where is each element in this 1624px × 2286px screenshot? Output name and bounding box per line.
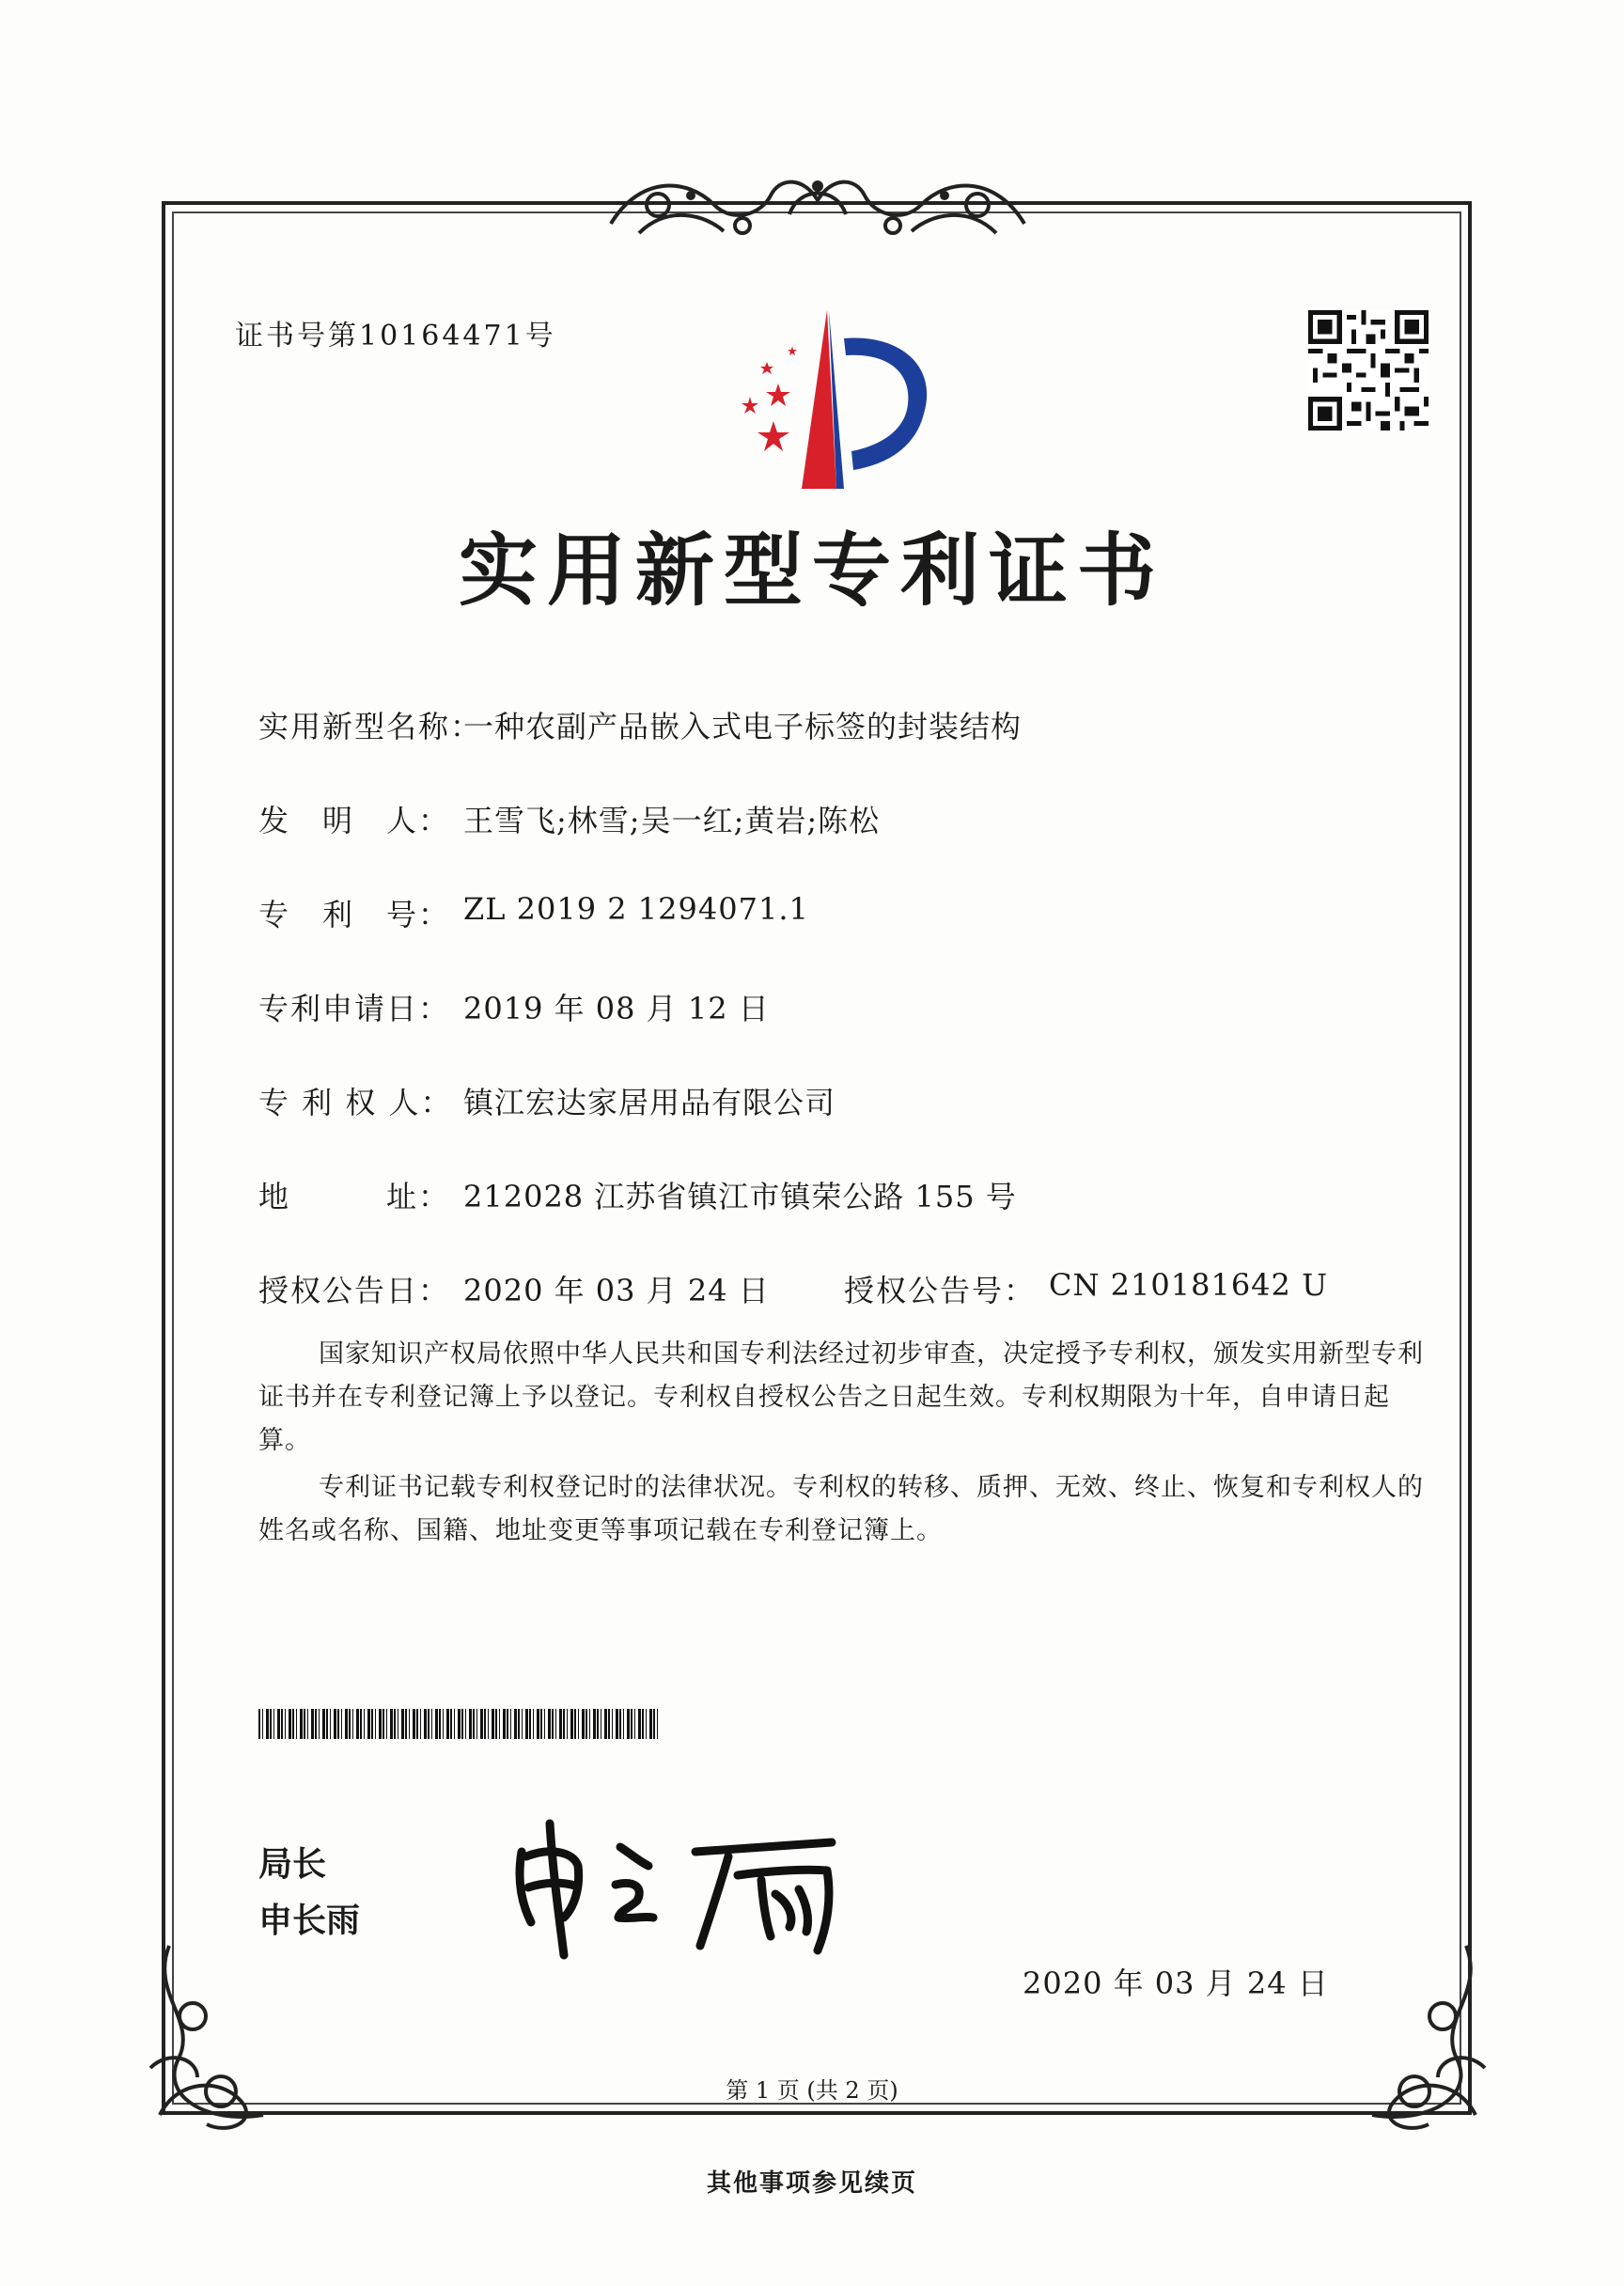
field-value: 一种农副产品嵌入式电子标签的封装结构 — [463, 709, 1023, 744]
field-value: 2020 年 03 月 24 日 — [463, 1273, 770, 1308]
bottom-right-ornament — [1344, 1936, 1494, 2143]
paragraph-text: 国家知识产权局依照中华人民共和国专利法经过初步审查，决定授予专利权，颁发实用新型专利证书并在专利登记簿上予以登记。专利权自授权公告之日起生效。专利权期限为十年，自申请日起算。 — [258, 1339, 1424, 1455]
director-title: 局长 — [258, 1845, 327, 1884]
field-inventors — [258, 797, 880, 840]
issue-date: 2020 年 03 月 24 日 — [1023, 1965, 1329, 2001]
legal-paragraph-2 — [258, 1466, 1433, 1553]
field-label: 实用新型名称： — [258, 709, 483, 744]
field-label: 授权公告号： — [844, 1273, 1037, 1308]
field-address — [258, 1173, 1017, 1216]
field-label: 专 利 号： — [258, 897, 451, 932]
page-number: 第 1 页 (共 2 页) — [726, 2077, 898, 2104]
field-application-date — [258, 985, 770, 1028]
field-patent-number — [258, 891, 809, 934]
certificate-number: 证书号第10164471号 — [235, 320, 556, 352]
top-ornament — [601, 158, 1034, 248]
field-label: 地 址： — [258, 1179, 451, 1214]
bottom-left-ornament — [141, 1936, 291, 2143]
field-patentee — [258, 1079, 835, 1122]
field-value: ZL 2019 2 1294071.1 — [463, 891, 809, 927]
field-announcement-number — [844, 1267, 1328, 1310]
field-grant-date — [258, 1267, 770, 1310]
field-label: 发 明 人： — [258, 803, 451, 838]
director-name: 申长雨 — [258, 1902, 361, 1940]
field-label: 授权公告日： — [258, 1273, 451, 1308]
barcode — [258, 1709, 661, 1739]
legal-paragraph-1 — [258, 1333, 1433, 1463]
paragraph-text: 专利证书记载专利权登记时的法律状况。专利权的转移、质押、无效、终止、恢复和专利权人的姓名或名称、国籍、地址变更等事项记载在专利登记簿上。 — [258, 1473, 1424, 1545]
qr-code — [1308, 310, 1429, 431]
certificate-title: 实用新型专利证书 — [458, 524, 1165, 617]
director-signature — [508, 1814, 855, 1965]
field-value: 212028 江苏省镇江市镇荣公路 155 号 — [463, 1179, 1017, 1214]
field-value: 王雪飞;林雪;吴一红;黄岩;陈松 — [463, 803, 881, 838]
patent-office-logo — [712, 310, 938, 498]
continuation-note: 其他事项参见续页 — [706, 2169, 917, 2198]
field-utility-model-name — [258, 703, 1022, 746]
field-label: 专 利 权 人： — [258, 1085, 453, 1120]
field-value: 2019 年 08 月 12 日 — [463, 991, 770, 1026]
field-value: 镇江宏达家居用品有限公司 — [463, 1085, 836, 1120]
field-value: CN 210181642 U — [1049, 1267, 1329, 1303]
field-label: 专利申请日： — [258, 991, 451, 1026]
